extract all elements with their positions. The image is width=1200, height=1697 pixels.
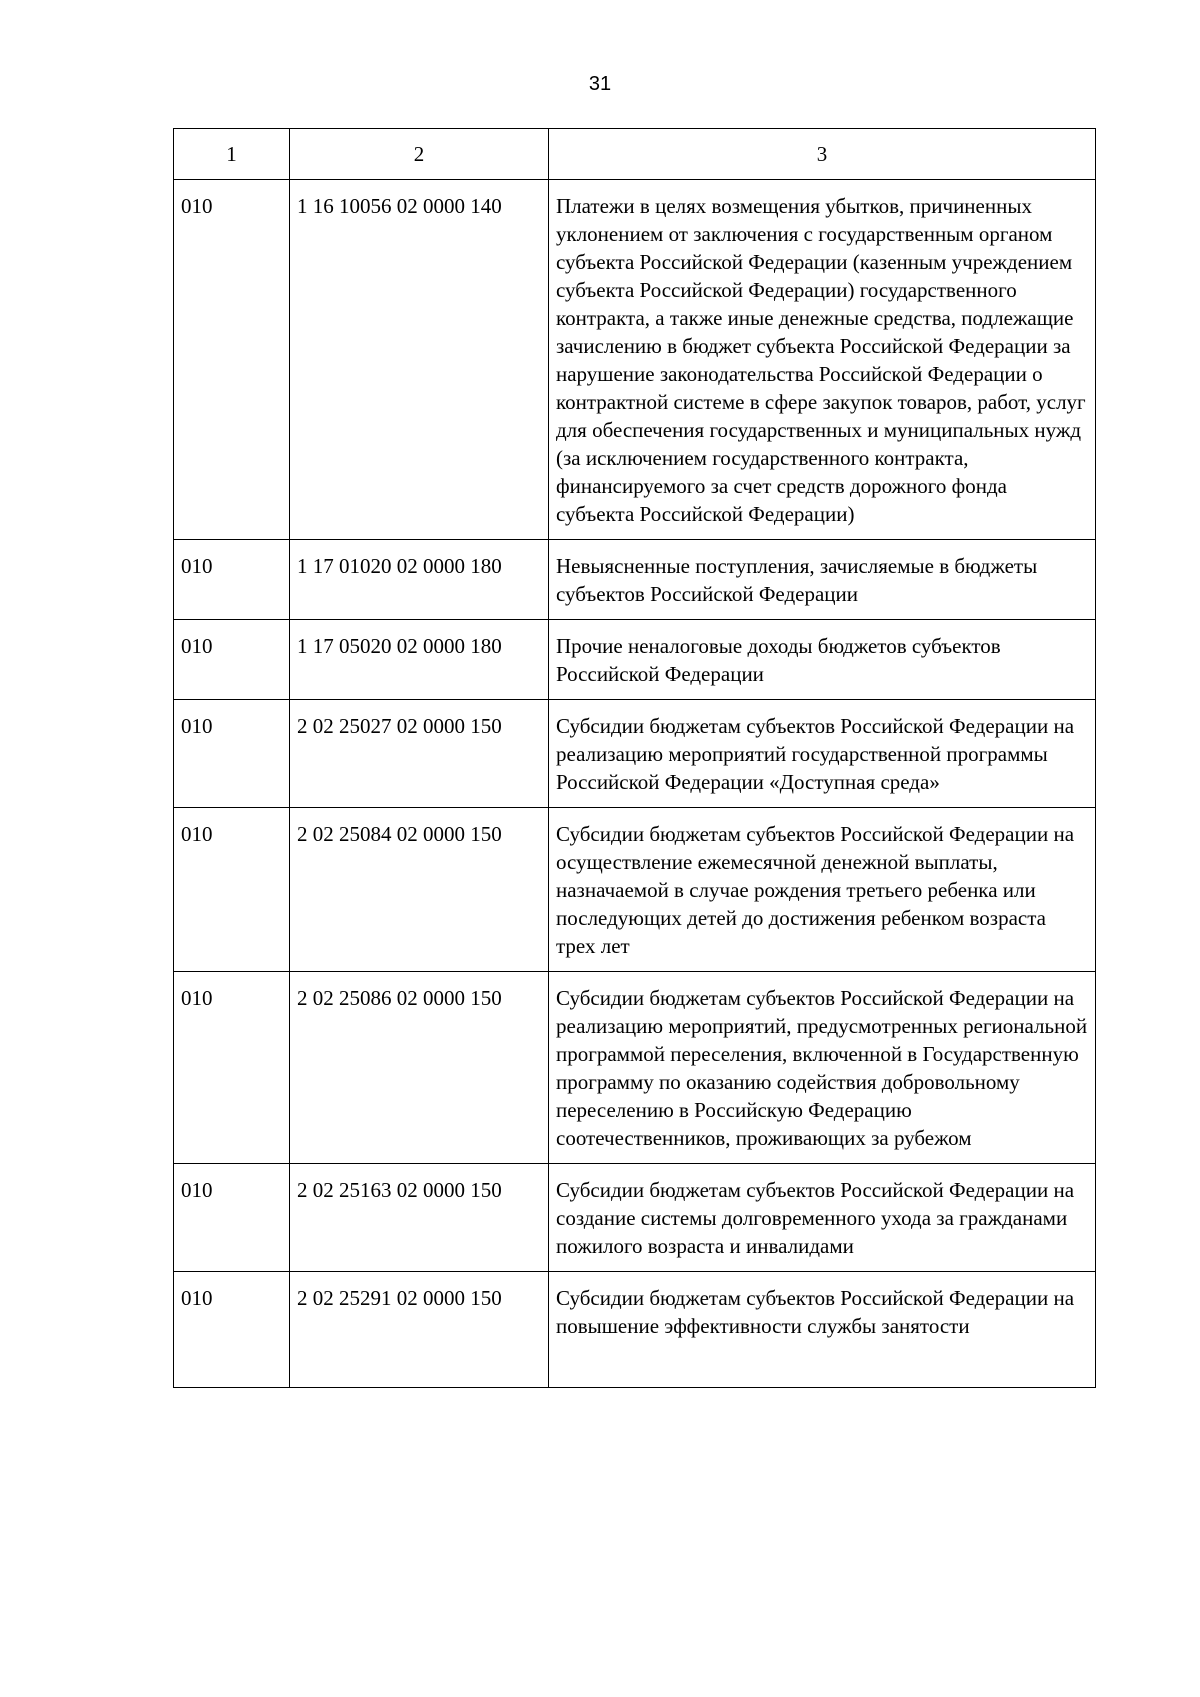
admin-code-cell: 010	[174, 1164, 290, 1272]
table-header	[174, 129, 1096, 180]
table-row	[174, 620, 1096, 700]
revenue-name-cell: Платежи в целях возмещения убытков, причиненных уклонением от заключения с государственным органом субъекта Российской Федерации (казенным учреждением субъекта Российской Федерации) государственного контракта, а также иные денежные средства, подлежащие зачислению в бюджет субъекта Российской Федерации за нарушение законодательства Российской Федерации о контрактной системе в сфере закупок товаров, работ, услуг для обеспечения государственных и муниципальных нужд (за исключением государственного контракта, финансируемого за счет средств дорожного фонда субъекта Российской Федерации)	[549, 180, 1096, 540]
revenue-name-cell: Субсидии бюджетам субъектов Российской Федерации на реализацию мероприятий, предусмотренных региональной программой переселения, включенной в Государственную программу по оказанию содействия добровольному переселению в Российскую Федерацию соотечественников, проживающих за рубежом	[549, 972, 1096, 1164]
revenue-name-cell: Прочие неналоговые доходы бюджетов субъектов Российской Федерации	[549, 620, 1096, 700]
revenue-name-cell: Субсидии бюджетам субъектов Российской Федерации на создание системы долговременного ухода за гражданами пожилого возраста и инвалидами	[549, 1164, 1096, 1272]
revenue-name-cell: Субсидии бюджетам субъектов Российской Федерации на повышение эффективности службы занятости	[549, 1272, 1096, 1388]
revenue-code-cell: 2 02 25163 02 0000 150	[290, 1164, 549, 1272]
admin-code-cell: 010	[174, 620, 290, 700]
revenue-code-cell: 2 02 25291 02 0000 150	[290, 1272, 549, 1388]
revenue-codes-table	[173, 128, 1096, 1388]
header-column-2: 2	[290, 129, 549, 180]
revenue-code-cell: 2 02 25027 02 0000 150	[290, 700, 549, 808]
page-number: 31	[588, 73, 612, 95]
admin-code-cell: 010	[174, 808, 290, 972]
table-row	[174, 700, 1096, 808]
revenue-name-cell: Субсидии бюджетам субъектов Российской Федерации на осуществление ежемесячной денежной выплаты, назначаемой в случае рождения третьего ребенка или последующих детей до достижения ребенком возраста трех лет	[549, 808, 1096, 972]
admin-code-cell: 010	[174, 972, 290, 1164]
header-row	[174, 129, 1096, 180]
revenue-code-cell: 1 17 01020 02 0000 180	[290, 540, 549, 620]
table-row	[174, 972, 1096, 1164]
table-row	[174, 1164, 1096, 1272]
revenue-code-cell: 2 02 25084 02 0000 150	[290, 808, 549, 972]
revenue-name-cell: Субсидии бюджетам субъектов Российской Федерации на реализацию мероприятий государственной программы Российской Федерации «Доступная среда»	[549, 700, 1096, 808]
admin-code-cell: 010	[174, 1272, 290, 1388]
header-column-1: 1	[174, 129, 290, 180]
revenue-code-cell: 1 16 10056 02 0000 140	[290, 180, 549, 540]
revenue-code-cell: 2 02 25086 02 0000 150	[290, 972, 549, 1164]
header-column-3: 3	[549, 129, 1096, 180]
table-row	[174, 180, 1096, 540]
revenue-name-cell: Невыясненные поступления, зачисляемые в бюджеты субъектов Российской Федерации	[549, 540, 1096, 620]
table-body	[174, 180, 1096, 1388]
admin-code-cell: 010	[174, 180, 290, 540]
table-row	[174, 1272, 1096, 1388]
admin-code-cell: 010	[174, 700, 290, 808]
table-row	[174, 808, 1096, 972]
revenue-code-cell: 1 17 05020 02 0000 180	[290, 620, 549, 700]
admin-code-cell: 010	[174, 540, 290, 620]
table-row	[174, 540, 1096, 620]
